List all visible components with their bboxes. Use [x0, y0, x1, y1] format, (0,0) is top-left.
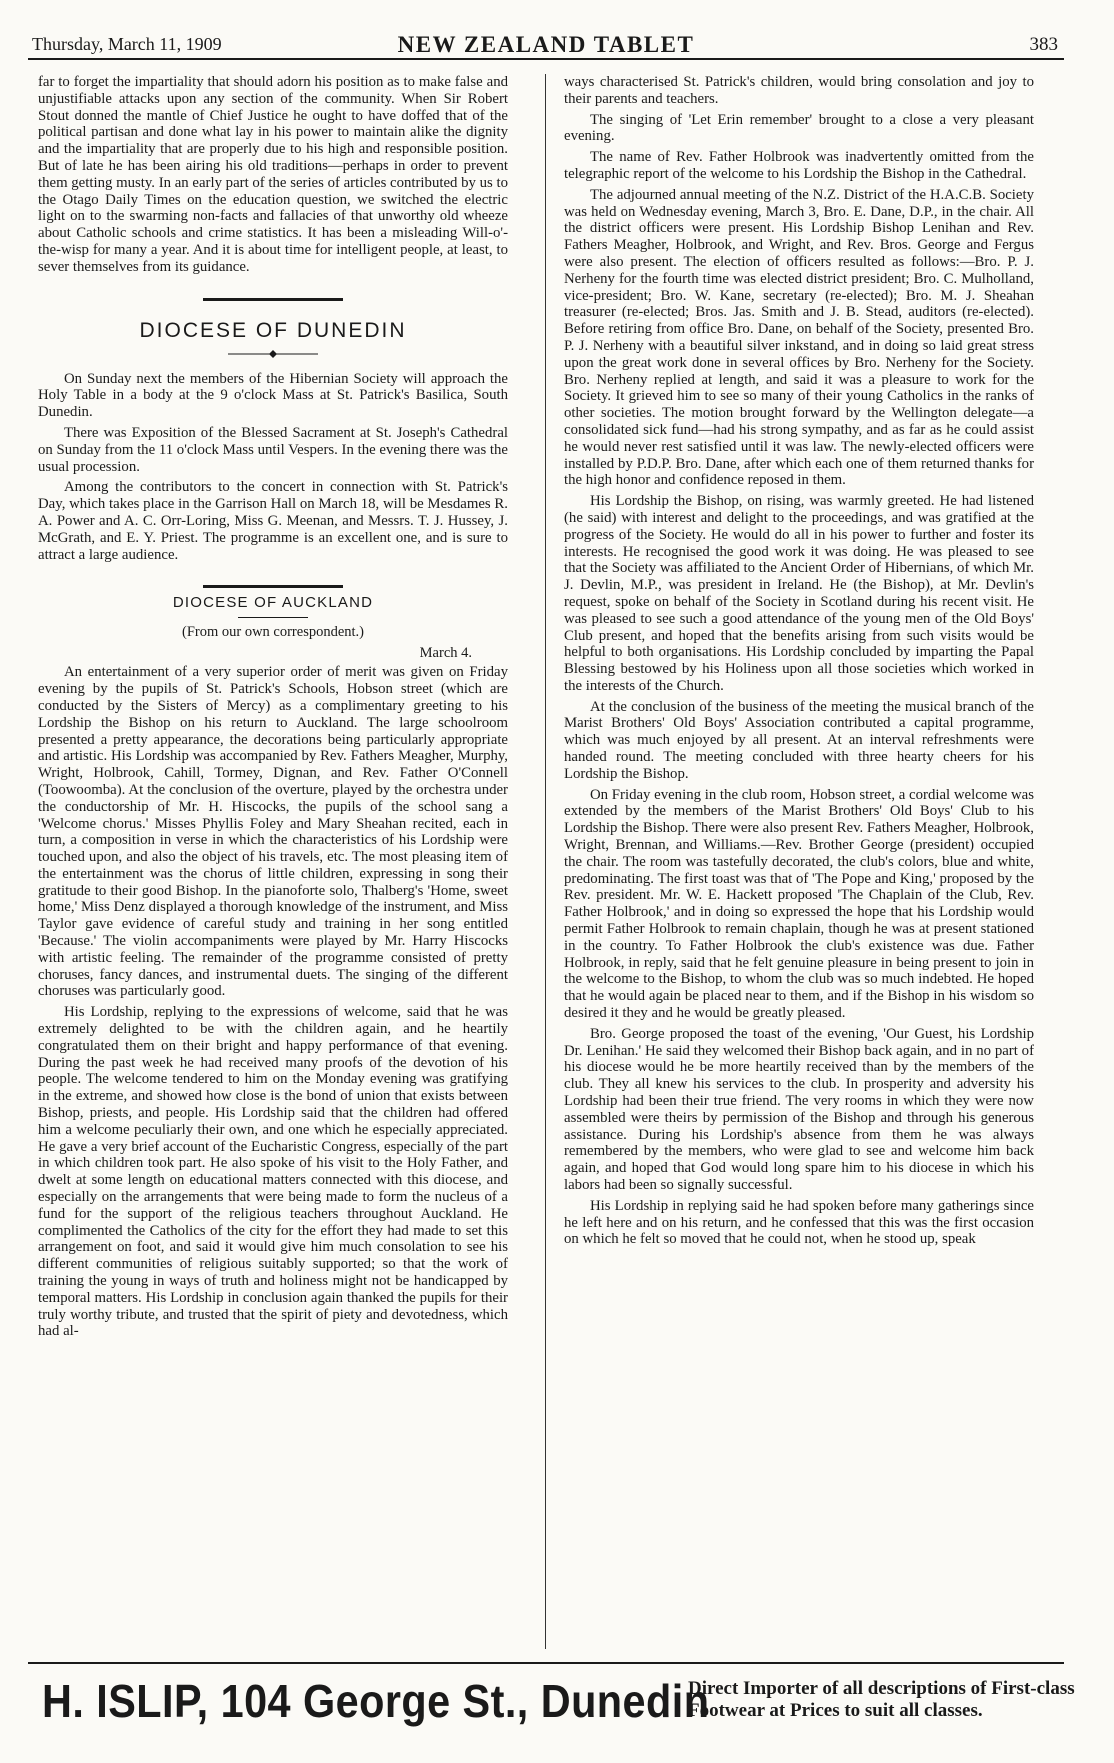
- section-heading-auckland: DIOCESE OF AUCKLAND: [172, 594, 374, 612]
- section-heading-dunedin: DIOCESE OF DUNEDIN: [139, 318, 407, 342]
- paragraph: The adjourned annual meeting of the N.Z. District of the H.A.C.B. Society was held on Wednesday evening, March 3, Bro. E. Dane, D.P., in the chair. All the district officers were present. His Lordship Bishop Lenihan and Rev. Fathers Meagher, Holbrook, and Wright, and Rev. Bros. George and Fergus were also present. The election of officers resulted as follows:—Bro. P. J. Nerheny for the fourth time was elected district president; Bro. C. Mulholland, vice-president; Bro. W. Kane, secretary (re-elected); Bro. M. J. Sheahan treasurer (re-elected; Bros. Jas. Smith and J. B. Stead, auditors (re-elected). Before retiring from office Bro. Dane, on behalf of the Society, presented Bro. P. J. Nerheny with a beautiful silver inkstand, and in doing so laid great stress upon the great work done in several offices by Bro. Nerheny for the Society. Bro. Nerheny replied at length, and said it was a pleasure to work for the Society. It grieved him to see so many of their young Catholics in the ranks of other societies. The motion brought forward by the Wellington delegate—a consolidated sick fund—had his strong sympathy, and as far as he could assist he would never rest satisfied until it was law. The newly-elected officers were installed by P.D.P. Bro. Dane, after which each one of them returned thanks for the high honor and confidence reposed in them.: [564, 186, 1034, 489]
- advertiser-name: H. ISLIP, 104 George St., Dunedin: [42, 1675, 710, 1727]
- paragraph: There was Exposition of the Blessed Sacrament at St. Joseph's Cathedral on Sunday from the 11 o'clock Mass until Vespers. In the evening there was the usual procession.: [38, 424, 508, 475]
- ornament-divider: [228, 349, 318, 359]
- paragraph: On Friday evening in the club room, Hobson street, a cordial welcome was extended by the members of the Marist Brothers' Old Boys' Club to his Lordship the Bishop. There were also present Rev. Fathers Meagher, Holbrook, Wright, Brennan, and Williams.—Rev. Brother George (president) occupied the chair. The room was tastefully decorated, the club's colors, blue and white, predominating. The first toast was that of 'The Pope and King,' proposed by the Rev. president. Mr. W. E. Hackett proposed 'The Chaplain of the Club, Rev. Father Holbrook,' and in doing so expressed the hope that his Lordship would permit Father Holbrook to remain chaplain, though he was at present stationed in the country. To Father Holbrook the club's existence was due. Father Holbrook, in reply, said that he felt genuine pleasure in being present to join in the welcome to the Bishop, to whom the club was so much indebted. He hoped that he would again be placed near to them, and if the Bishop in his wisdom so desired it they and he would be greatly pleased.: [564, 786, 1034, 1022]
- column-rule: [545, 74, 546, 1649]
- paragraph: His Lordship, replying to the expressions of welcome, said that he was extremely delighted to be with the children again, and he heartily congratulated them on their bright and happy performance of that evening. During the past week he had received many proofs of the devotion of his people. The welcome tendered to him on the Monday evening was gratifying in the extreme, and showed how close is the bond of union that exists between Bishop, priests, and people. His Lordship said that the children had offered him a welcome peculiarly their own, and one which he especially appreciated. He gave a very brief account of the Eucharistic Congress, especially of the part in which children took part. He also spoke of his visit to the Holy Father, and dwelt at some length on educational matters connected with this diocese, and especially on the arrangements that were being made to form the nucleus of a fund for the support of the religious teachers throughout Auckland. He complimented the Catholics of the city for the effort they had made to set this arrangement on foot, and said it would give him much consolation to see his different communities of religious suitably supported; so that the work of training the young in ways of truth and holiness might not be handicapped by temporal matters. His Lordship in conclusion again thanked the pupils for their truly worthy tribute, and trusted that the spirit of piety and devotedness, which had al-: [38, 1004, 508, 1340]
- paragraph: At the conclusion of the business of the meeting the musical branch of the Marist Brothers' Old Boys' Association contributed a capital programme, which was much enjoyed by all present. At an interval refreshments were handed round. The meeting concluded with three hearty cheers for his Lordship the Bishop.: [564, 698, 1034, 782]
- paragraph: An entertainment of a very superior order of merit was given on Friday evening by the pupils of St. Patrick's Schools, Hobson street (which are conducted by the Sisters of Mercy) as a complimentary greeting to his Lordship the Bishop on his return to Auckland. The large schoolroom presented a pretty appearance, the decorations being particularly appropriate and artistic. His Lordship was accompanied by Rev. Fathers Meagher, Murphy, Wright, Holbrook, Cahill, Tormey, Dignan, and Rev. Father O'Connell (Toowoomba). At the conclusion of the overture, played by the orchestra under the conductorship of Mr. H. Hiscocks, the pupils of the school sang a 'Welcome chorus.' Misses Phyllis Foley and Mary Sheahan recited, each in turn, a composition in verse in which the characteristics of his Lordship were touched upon, and also the object of his travels, etc. The most pleasing item of the entertainment was the chorus of little children, expressing in song their gratitude to their good Bishop. In the pianoforte solo, Thalberg's 'Home, sweet home,' Miss Denz displayed a thorough knowledge of the instrument, and Miss Taylor gave evidence of careful study and training in her song entitled 'Because.' The violin accompaniments were played by Mr. Harry Hiscocks with artistic feeling. The remainder of the programme consisted of pretty choruses, fancy dances, and instrumental duets. The singing of the different choruses was particularly good.: [38, 664, 508, 1000]
- footer-advertisement: [28, 1662, 1075, 1744]
- tagline-line-1: Direct Importer of all descriptions of First-class: [688, 1678, 1075, 1699]
- page-number: 383: [1029, 34, 1058, 55]
- paragraph: Among the contributors to the concert in connection with St. Patrick's Day, which takes place in the Garrison Hall on March 18, will be Mesdames R. A. Power and A. C. Orr-Loring, Miss G. Meenan, and Messrs. T. J. Hussey, J. McGrath, and E. Y. Priest. The programme is an excellent one, and is sure to attract a large audience.: [38, 479, 508, 563]
- paragraph: His Lordship in replying said he had spoken before many gatherings since he left here and on his return, and he confessed that this was the first occasion on which he felt so moved that he could not, when he stood up, speak: [564, 1197, 1034, 1248]
- right-column: [564, 74, 1034, 1649]
- advertiser-tagline: [688, 1678, 1075, 1722]
- editorial-continuation: far to forget the impartiality that should adorn his position as to make false and unjustifiable attacks upon any section of the community. When Sir Robert Stout donned the mantle of Chief Justice he ought to have doffed that of the political partisan and done what lay in his power to maintain alike the dignity and the impartiality that are properly due to his high and responsible position. But of late he has been airing his old traditions—perhaps in order to prevent them getting musty. In an early part of the series of articles contributed by us to the Otago Daily Times on the education question, we switched the electric light on to the swarming non-facts and fallacies of that unworthy old wheeze about Catholic schools and crime statistics. It has been a misleading Will-o'-the-wisp for many a year. And it is about time for intelligent people, at least, to sever themselves from its guidance.: [38, 74, 508, 275]
- dateline: March 4.: [419, 645, 472, 662]
- section-divider: [203, 298, 343, 301]
- short-rule: [238, 617, 308, 618]
- section-divider: [203, 585, 343, 588]
- paragraph: On Sunday next the members of the Hibernian Society will approach the Holy Table in a body at the 9 o'clock Mass at St. Patrick's Basilica, South Dunedin.: [38, 370, 508, 421]
- masthead-title: NEW ZEALAND TABLET: [397, 32, 695, 57]
- paragraph: ways characterised St. Patrick's children, would bring consolation and joy to their parents and teachers.: [564, 74, 1034, 107]
- paragraph: The name of Rev. Father Holbrook was inadvertently omitted from the telegraphic report of the welcome to his Lordship the Bishop in the Cathedral.: [564, 149, 1034, 182]
- correspondent-note: (From our own correspondent.): [181, 624, 364, 641]
- tagline-line-2: Footwear at Prices to suit all classes.: [688, 1700, 983, 1721]
- paragraph: His Lordship the Bishop, on rising, was warmly greeted. He had listened (he said) with interest and delight to the proceedings, and was gratified at the progress of the Society. He would do all in his power to further and foster its interests. He recognised the good work it was doing. He was pleased to see that the Society was affiliated to the Ancient Order of Hibernians, of which Mr. J. Devlin, M.P., was president in Ireland. He (the Bishop), at Mr. Devlin's request, spoke on behalf of the Society in Scotland during his recent visit. He was pleased to see such a good attendance of the young men of the Old Boys' Club present, and hoped that the benefits arising from such visits would be helpful to both organisations. His Lordship concluded by imparting the Papal Blessing bestowed by his Holiness upon all those societies which worked in the interests of the Church.: [564, 493, 1034, 694]
- paragraph: Bro. George proposed the toast of the evening, 'Our Guest, his Lordship Dr. Lenihan.' He said they welcomed their Bishop back again, and in no part of his diocese would he be more heartily received than by the members of the club. They all knew his services to the club. In prosperity and adversity his Lordship had been their true friend. The very rooms in which they were now assembled were theirs by permission of the Bishop and through his generous assistance. During his Lordship's absence from them he was always remembered by the members, who were glad to see and welcome him back again, and hoped that God would long spare him to his diocese in which his labors had been so signally successful.: [564, 1025, 1034, 1193]
- paragraph: The singing of 'Let Erin remember' brought to a close a very pleasant evening.: [564, 111, 1034, 145]
- left-column: [38, 74, 508, 1649]
- issue-date: Thursday, March 11, 1909: [32, 34, 222, 54]
- page-header: [28, 28, 1064, 60]
